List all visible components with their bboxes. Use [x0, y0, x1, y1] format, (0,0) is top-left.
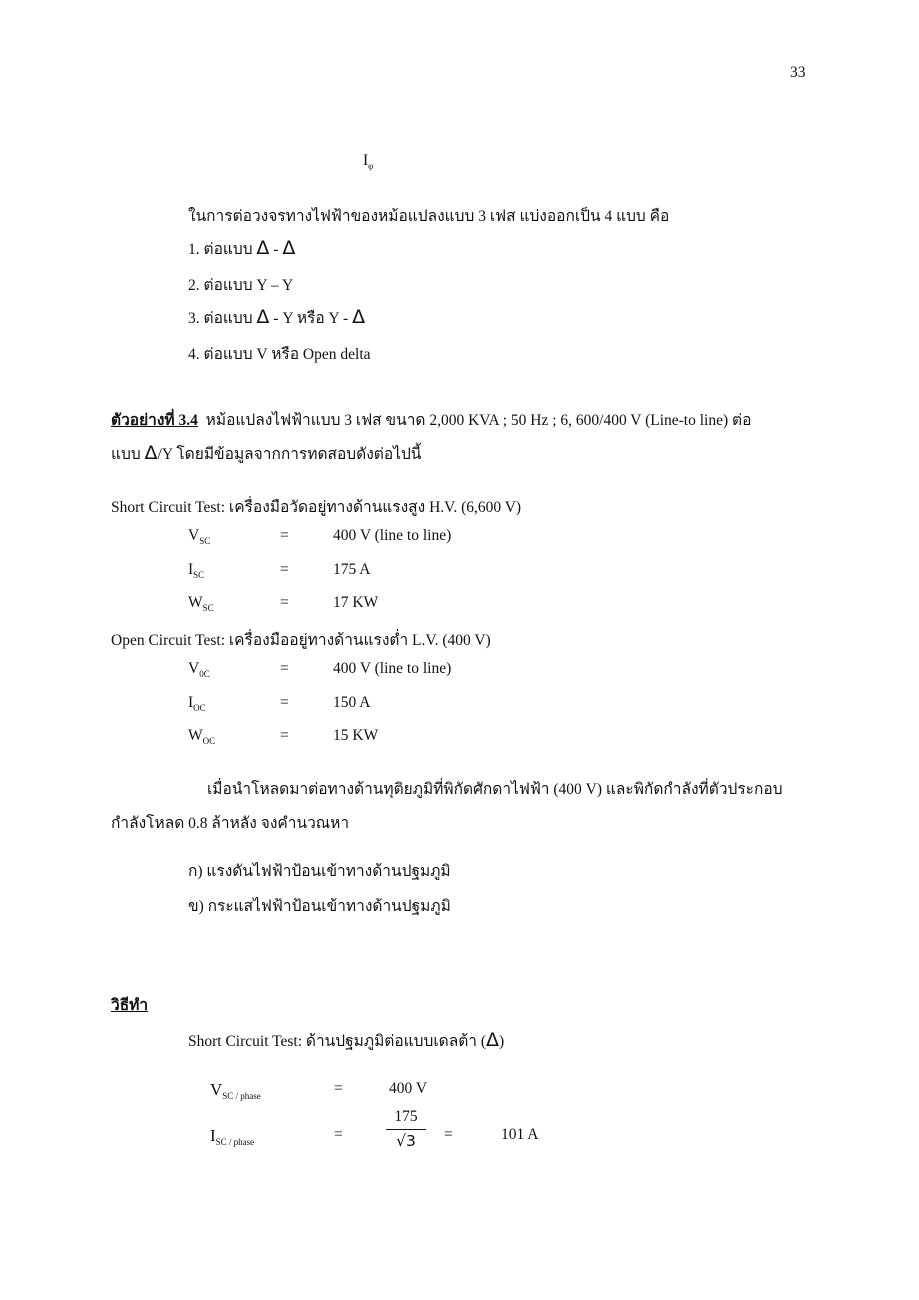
list-item-3	[188, 305, 365, 330]
row-value: 400 V (line to line)	[333, 660, 452, 677]
row-equals: =	[280, 561, 289, 578]
row-equals: =	[280, 660, 289, 677]
example-line-2	[111, 441, 421, 466]
list-item-text: ต่อแบบ V หรือ Open delta	[203, 346, 371, 363]
question-b: ข) กระแสไฟฟ้าป้อนเข้าทางด้านปฐมภูมิ	[188, 898, 451, 915]
sc-row-i	[188, 561, 204, 580]
row-symbol: I	[210, 1126, 216, 1145]
delta-symbol: Δ	[352, 306, 366, 328]
oc-row-w	[188, 727, 215, 746]
v-sc-phase-value: 400 V	[389, 1080, 428, 1097]
paragraph-line-2: กำลังโหลด 0.8 ล้าหลัง จงคำนวณหา	[111, 815, 350, 832]
solution-heading: วิธีทำ	[111, 997, 149, 1014]
i-sc-phase-fraction	[386, 1108, 426, 1150]
row-value: 175 A	[333, 561, 371, 578]
row-symbol: I	[188, 561, 194, 578]
row-subscript: OC	[193, 703, 206, 713]
i-sc-phase-value: 101 A	[501, 1126, 539, 1143]
row-equals: =	[280, 727, 289, 744]
list-item-text: ต่อแบบ Y – Y	[203, 277, 294, 294]
example-text: หม้อแปลงไฟฟ้าแบบ 3 เฟส ขนาด 2,000 KVA ; 50 Hz ; 6, 600/400 V (Line-to line) ต่อ	[205, 412, 752, 429]
row-subscript: SC	[202, 603, 214, 613]
row-equals: =	[334, 1126, 343, 1143]
fraction-denominator: √3	[396, 1132, 416, 1150]
row-equals: =	[280, 594, 289, 611]
list-item-number: 3.	[188, 310, 200, 327]
row-subscript: SC / phase	[222, 1091, 261, 1101]
list-item-dash: -	[269, 241, 283, 258]
open-circuit-heading: Open Circuit Test: เครื่องมืออยู่ทางด้านแรงต่ำ L.V. (400 V)	[111, 632, 491, 649]
oc-row-v	[188, 660, 210, 679]
short-circuit-heading: Short Circuit Test: เครื่องมือวัดอยู่ทางด้านแรงสูง H.V. (6,600 V)	[111, 499, 522, 516]
v-sc-phase-symbol	[210, 1080, 261, 1101]
example-label: ตัวอย่างที่ 3.4	[111, 412, 198, 429]
row-equals: =	[280, 694, 289, 711]
example-text: /Y โดยมีข้อมูลจากการทดสอบดังต่อไปนี้	[157, 446, 422, 463]
list-item-2	[188, 272, 293, 297]
top-symbol	[363, 152, 373, 171]
page-number: 33	[790, 64, 806, 81]
delta-symbol: Δ	[256, 306, 270, 328]
row-symbol: I	[188, 694, 194, 711]
row-subscript: SC	[199, 536, 211, 546]
example-line-1	[111, 407, 751, 432]
row-equals: =	[280, 527, 289, 544]
sc-row-w	[188, 594, 214, 613]
list-item-text: ต่อแบบ	[203, 241, 253, 258]
list-item-number: 1.	[188, 241, 200, 258]
row-symbol: W	[188, 594, 203, 611]
solution-sc-line	[188, 1028, 504, 1053]
list-item-text: ต่อแบบ	[203, 310, 253, 327]
solution-text: )	[499, 1033, 505, 1050]
row-symbol: V	[188, 527, 200, 544]
i-sc-phase-symbol	[210, 1126, 254, 1147]
list-item-1	[188, 236, 295, 261]
question-a: ก) แรงดันไฟฟ้าป้อนเข้าทางด้านปฐมภูมิ	[188, 863, 451, 880]
delta-symbol: Δ	[486, 1029, 500, 1051]
delta-symbol: Δ	[282, 237, 296, 259]
top-symbol-main: I	[363, 152, 369, 169]
row-subscript: OC	[202, 736, 216, 746]
row-value: 400 V (line to line)	[333, 527, 452, 544]
list-item-number: 2.	[188, 277, 200, 294]
row-value: 150 A	[333, 694, 371, 711]
list-item-rest: - Y หรือ Y -	[269, 310, 353, 327]
example-text: แบบ	[111, 446, 141, 463]
row-symbol: W	[188, 727, 203, 744]
row-subscript: SC / phase	[215, 1137, 255, 1147]
row-subscript: SC	[193, 570, 205, 580]
row-equals: =	[334, 1080, 343, 1097]
row-symbol: V	[188, 660, 200, 677]
list-item-number: 4.	[188, 346, 200, 363]
row-value: 17 KW	[333, 594, 379, 611]
sc-row-v	[188, 527, 210, 546]
fraction-numerator: 175	[386, 1108, 426, 1130]
row-subscript: 0C	[199, 669, 210, 679]
paragraph-line-1: เมื่อนำโหลดมาต่อทางด้านทุติยภูมิที่พิกัดศักดาไฟฟ้า (400 V) และพิกัดกำลังที่ตัวประกอบ	[207, 781, 783, 798]
row-symbol: V	[210, 1080, 223, 1099]
oc-row-i	[188, 694, 206, 713]
top-symbol-sub: φ	[368, 161, 374, 171]
delta-symbol: Δ	[144, 442, 158, 464]
intro-text: ในการต่อวงจรทางไฟฟ้าของหม้อแปลงแบบ 3 เฟส แบ่งออกเป็น 4 แบบ คือ	[188, 208, 670, 225]
delta-symbol: Δ	[256, 237, 270, 259]
row-equals: =	[444, 1126, 453, 1143]
solution-text: Short Circuit Test: ด้านปฐมภูมิต่อแบบเดลต้า (	[188, 1033, 487, 1050]
list-item-4	[188, 341, 371, 366]
row-value: 15 KW	[333, 727, 379, 744]
